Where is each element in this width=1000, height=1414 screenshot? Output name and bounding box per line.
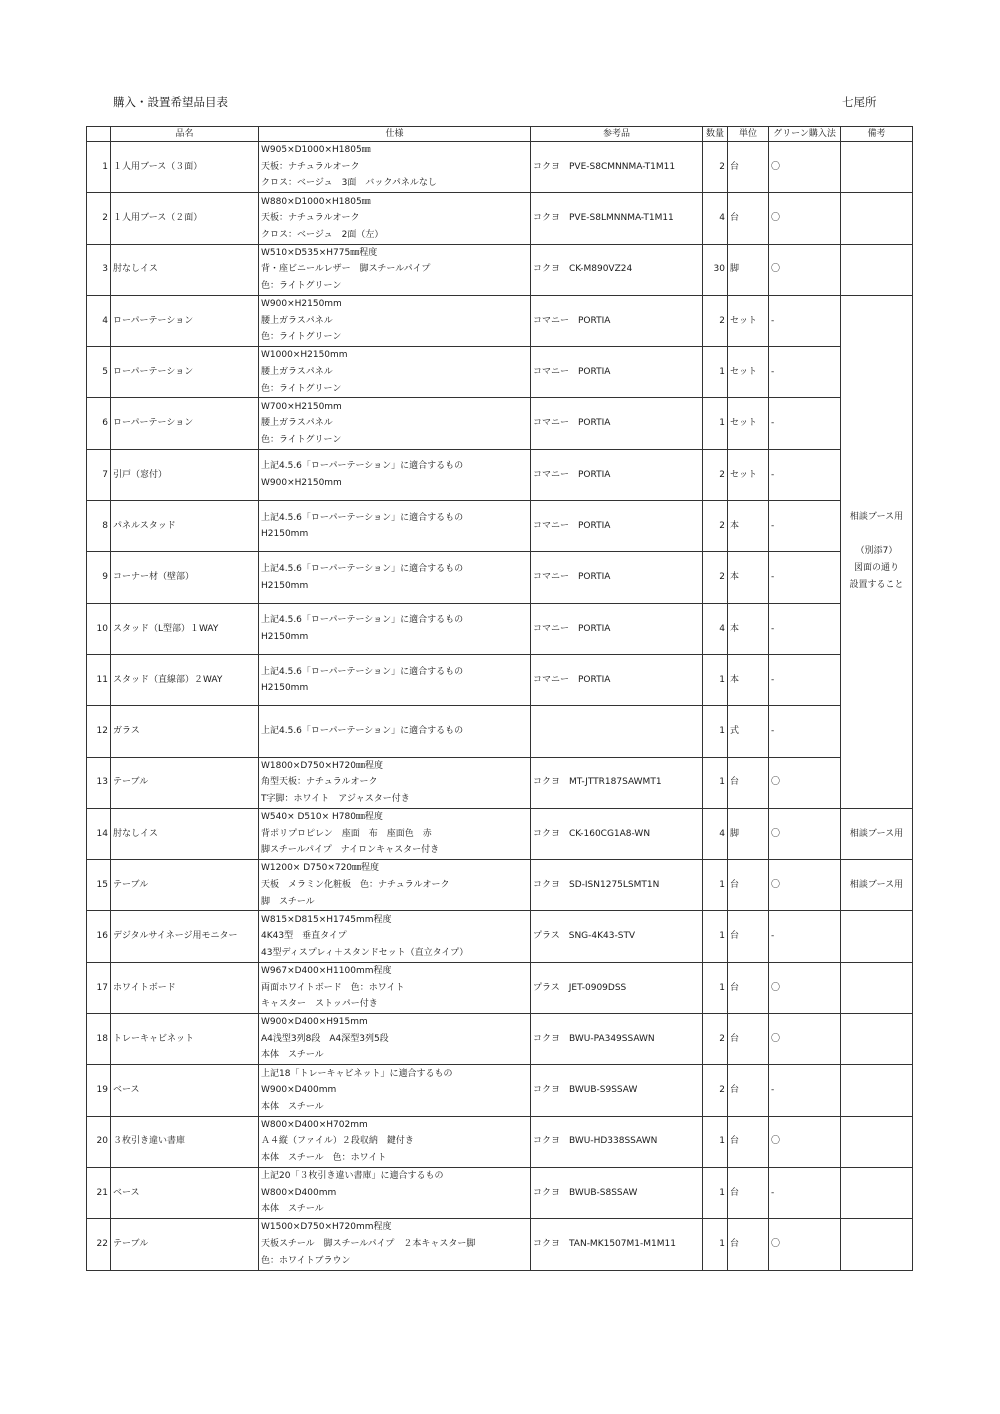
table-row (87, 706, 913, 757)
header-name: 品名 (111, 127, 259, 142)
table-row (87, 193, 913, 244)
green-purchase-mark: - (769, 603, 841, 654)
row-number: 15 (87, 860, 111, 911)
item-name: ローパーテーション (111, 347, 259, 398)
header-note: 備考 (841, 127, 913, 142)
green-purchase-mark: - (769, 911, 841, 962)
spec-line: 腰上ガラスパネル (261, 367, 333, 378)
green-purchase-mark: - (769, 347, 841, 398)
spec-line: W900×D400×H915mm (261, 1017, 368, 1028)
spec-line: W900×D400mm (261, 1085, 337, 1096)
item-quantity: 30 (703, 244, 728, 295)
spec-line: W905×D1000×H1805㎜ (261, 145, 371, 156)
item-spec (259, 552, 531, 603)
header-green: グリーン購入法 (769, 127, 841, 142)
spec-line: W815×D815×H1745mm程度 (261, 914, 392, 925)
item-unit: セット (728, 398, 769, 449)
item-reference: コマニー PORTIA (531, 603, 703, 654)
item-note (841, 962, 913, 1013)
table-row (87, 501, 913, 552)
item-reference (531, 706, 703, 757)
spec-line: 背ポリプロピレン 座面 布 座面色 赤 (261, 828, 432, 839)
item-unit: 台 (728, 193, 769, 244)
item-quantity: 1 (703, 1167, 728, 1218)
merged-note-line: 相談ブース用 (849, 512, 904, 523)
header-unit: 単位 (728, 127, 769, 142)
item-note (841, 1167, 913, 1218)
item-quantity: 1 (703, 347, 728, 398)
spec-line: W540× D510× H780㎜程度 (261, 812, 383, 823)
spec-line: クロス：ベージュ 3面 バックパネルなし (261, 178, 437, 189)
spec-line: 上記4.5.6「ローパーテーション」に適合するもの (261, 726, 464, 737)
item-reference: コクヨ PVE-S8LMNNMA-T1M11 (531, 193, 703, 244)
row-number: 5 (87, 347, 111, 398)
item-unit: 本 (728, 603, 769, 654)
row-number: 16 (87, 911, 111, 962)
item-unit: 台 (728, 911, 769, 962)
item-reference: コクヨ CK-M890VZ24 (531, 244, 703, 295)
item-note (841, 1219, 913, 1270)
item-spec (259, 1065, 531, 1116)
green-purchase-mark: 〇 (769, 962, 841, 1013)
item-quantity: 1 (703, 1219, 728, 1270)
spec-line: A4浅型3列8段 A4深型3列5段 (261, 1033, 389, 1044)
green-purchase-mark: 〇 (769, 193, 841, 244)
spec-line: 4K43型 垂直タイプ (261, 931, 347, 942)
item-name: パネルスタッド (111, 501, 259, 552)
row-number: 12 (87, 706, 111, 757)
item-spec (259, 193, 531, 244)
item-unit: 台 (728, 757, 769, 808)
spec-line: W510×D535×H775㎜程度 (261, 247, 378, 258)
item-spec (259, 398, 531, 449)
green-purchase-mark: 〇 (769, 860, 841, 911)
item-quantity: 2 (703, 501, 728, 552)
item-spec (259, 860, 531, 911)
green-purchase-mark: 〇 (769, 1014, 841, 1065)
item-unit: 式 (728, 706, 769, 757)
item-reference: プラス SNG-4K43-STV (531, 911, 703, 962)
spec-line: W900×H2150mm (261, 299, 342, 310)
spec-line: Ａ４縦（ファイル）２段収納 鍵付き (261, 1136, 414, 1147)
item-unit: 台 (728, 962, 769, 1013)
row-number: 21 (87, 1167, 111, 1218)
item-note (841, 193, 913, 244)
item-name: テーブル (111, 1219, 259, 1270)
item-table (86, 126, 913, 1271)
row-number: 17 (87, 962, 111, 1013)
table-row (87, 962, 913, 1013)
item-quantity: 1 (703, 757, 728, 808)
table-row (87, 1014, 913, 1065)
item-unit: 本 (728, 654, 769, 705)
spec-line: 上記4.5.6「ローパーテーション」に適合するもの (261, 666, 464, 677)
item-name: １人用ブース（２面） (111, 193, 259, 244)
item-unit: 脚 (728, 808, 769, 859)
header-qty: 数量 (703, 127, 728, 142)
row-number: 13 (87, 757, 111, 808)
item-unit: 本 (728, 552, 769, 603)
spec-line: 上記4.5.6「ローパーテーション」に適合するもの (261, 512, 464, 523)
item-spec (259, 757, 531, 808)
row-number: 10 (87, 603, 111, 654)
spec-line: クロス：ベージュ 2面（左） (261, 229, 384, 240)
item-quantity: 1 (703, 398, 728, 449)
merged-note-line: 図面の通り (853, 563, 899, 574)
table-row (87, 552, 913, 603)
green-purchase-mark: 〇 (769, 142, 841, 193)
green-purchase-mark: - (769, 295, 841, 346)
item-name: コーナー材（壁部） (111, 552, 259, 603)
item-spec (259, 449, 531, 500)
spec-line: 背・座ビニールレザー 脚スチールパイプ (261, 264, 431, 275)
item-spec (259, 501, 531, 552)
item-spec (259, 1014, 531, 1065)
item-spec (259, 962, 531, 1013)
green-purchase-mark: - (769, 706, 841, 757)
item-name: ベース (111, 1065, 259, 1116)
item-unit: セット (728, 295, 769, 346)
item-note (841, 142, 913, 193)
green-purchase-mark: 〇 (769, 757, 841, 808)
spec-line: 色：ライトグリーン (261, 383, 342, 394)
spec-line: 色：ライトグリーン (261, 281, 342, 292)
table-row (87, 1167, 913, 1218)
item-spec (259, 142, 531, 193)
item-spec (259, 706, 531, 757)
spec-line: 色：ホワイトブラウン (261, 1255, 351, 1266)
table-row (87, 603, 913, 654)
spec-line: W1000×H2150mm (261, 350, 348, 361)
item-reference: コクヨ MT-JTTR187SAWMT1 (531, 757, 703, 808)
spec-line: W700×H2150mm (261, 401, 342, 412)
item-unit: セット (728, 449, 769, 500)
item-unit: 台 (728, 1167, 769, 1218)
spec-line: キャスター ストッパー付き (261, 999, 378, 1010)
item-reference: コマニー PORTIA (531, 501, 703, 552)
item-name: トレーキャビネット (111, 1014, 259, 1065)
spec-line: W900×H2150mm (261, 477, 342, 488)
spec-line: 色：ライトグリーン (261, 332, 342, 343)
spec-line: 脚 スチール (261, 896, 315, 907)
row-number: 18 (87, 1014, 111, 1065)
green-purchase-mark: - (769, 654, 841, 705)
item-unit: セット (728, 347, 769, 398)
spec-line: 本体 スチール (261, 1050, 324, 1061)
item-note (841, 1116, 913, 1167)
green-purchase-mark: - (769, 501, 841, 552)
merged-note-line: 設置すること (849, 580, 904, 591)
item-unit: 台 (728, 1219, 769, 1270)
table-row (87, 860, 913, 911)
item-unit: 台 (728, 860, 769, 911)
row-number: 14 (87, 808, 111, 859)
spec-line: 角型天板：ナチュラルオーク (261, 777, 378, 788)
item-name: ローパーテーション (111, 398, 259, 449)
item-spec (259, 603, 531, 654)
spec-line: 43型ディスプレィ＋スタンドセット（直立タイプ） (261, 947, 469, 958)
table-row (87, 808, 913, 859)
row-number: 22 (87, 1219, 111, 1270)
item-name: テーブル (111, 860, 259, 911)
table-row (87, 398, 913, 449)
spec-line: 本体 スチール (261, 1204, 324, 1215)
item-spec (259, 1219, 531, 1270)
item-unit: 台 (728, 142, 769, 193)
item-quantity: 1 (703, 654, 728, 705)
spec-line: W800×D400×H702mm (261, 1119, 368, 1130)
table-row (87, 347, 913, 398)
office-name: 七尾所 (842, 95, 877, 109)
item-note (841, 1065, 913, 1116)
item-quantity: 2 (703, 295, 728, 346)
green-purchase-mark: 〇 (769, 808, 841, 859)
spec-line: 色：ライトグリーン (261, 434, 342, 445)
merged-note-line: （別添7） (855, 546, 898, 557)
spec-line: W1800×D750×H720㎜程度 (261, 760, 383, 771)
table-row (87, 1219, 913, 1270)
item-quantity: 1 (703, 962, 728, 1013)
table-row (87, 1116, 913, 1167)
item-reference: コマニー PORTIA (531, 654, 703, 705)
item-reference: プラス JET-0909DSS (531, 962, 703, 1013)
item-unit: 台 (728, 1014, 769, 1065)
item-unit: 台 (728, 1116, 769, 1167)
spec-line: 天板 メラミン化粧板 色：ナチュラルオーク (261, 880, 450, 890)
table-row (87, 449, 913, 500)
green-purchase-mark: - (769, 398, 841, 449)
item-name: ベース (111, 1167, 259, 1218)
spec-line: 天板：ナチュラルオーク (261, 213, 360, 224)
item-quantity: 4 (703, 193, 728, 244)
item-spec (259, 808, 531, 859)
item-reference: コクヨ BWUB-S8SSAW (531, 1167, 703, 1218)
green-purchase-mark: - (769, 449, 841, 500)
spec-line: 天板スチール 脚スチールパイプ ２本キャスター脚 (261, 1239, 476, 1250)
item-note (841, 244, 913, 295)
row-number: 7 (87, 449, 111, 500)
document-title: 購入・設置希望品目表 (113, 95, 228, 109)
header-row (87, 127, 913, 142)
spec-line: H2150mm (261, 631, 309, 642)
item-reference: コクヨ PVE-S8CMNNMA-T1M11 (531, 142, 703, 193)
row-number: 8 (87, 501, 111, 552)
spec-line: 上記4.5.6「ローパーテーション」に適合するもの (261, 461, 464, 472)
spec-line: W967×D400×H1100mm程度 (261, 966, 392, 976)
item-reference: コマニー PORTIA (531, 552, 703, 603)
item-unit: 本 (728, 501, 769, 552)
row-number: 6 (87, 398, 111, 449)
row-number: 4 (87, 295, 111, 346)
spec-line: 脚スチールパイプ ナイロンキャスター付き (261, 845, 440, 856)
item-quantity: 2 (703, 449, 728, 500)
table-row (87, 911, 913, 962)
spec-line: W1200× D750×720㎜程度 (261, 863, 380, 874)
spec-line: 腰上ガラスパネル (261, 315, 333, 326)
item-spec (259, 1167, 531, 1218)
item-spec (259, 911, 531, 962)
merged-note-line (843, 526, 910, 543)
spec-line: H2150mm (261, 683, 309, 694)
item-quantity: 1 (703, 911, 728, 962)
item-name: 肘なしイス (111, 808, 259, 859)
item-name: スタッド（直線部）２WAY (111, 654, 259, 705)
item-name: スタッド（L型部）１WAY (111, 603, 259, 654)
item-name: ローパーテーション (111, 295, 259, 346)
item-reference: コクヨ TAN-MK1507M1-M1M11 (531, 1219, 703, 1270)
green-purchase-mark: - (769, 1065, 841, 1116)
item-reference: コクヨ BWUB-S9SSAW (531, 1065, 703, 1116)
row-number: 3 (87, 244, 111, 295)
row-number: 20 (87, 1116, 111, 1167)
row-number: 1 (87, 142, 111, 193)
spec-line: W800×D400mm (261, 1187, 337, 1198)
item-note: 相談ブース用 (841, 808, 913, 859)
green-purchase-mark: - (769, 552, 841, 603)
item-quantity: 2 (703, 1014, 728, 1065)
spec-line: 上記4.5.6「ローパーテーション」に適合するもの (261, 615, 464, 626)
item-name: 肘なしイス (111, 244, 259, 295)
item-quantity: 4 (703, 603, 728, 654)
item-spec (259, 654, 531, 705)
spec-line: 上記18「トレーキャビネット」に適合するもの (261, 1068, 453, 1079)
item-note (841, 1014, 913, 1065)
table-row (87, 1065, 913, 1116)
item-reference: コクヨ BWU-PA349SSAWN (531, 1014, 703, 1065)
item-spec (259, 244, 531, 295)
item-name: ３枚引き違い書庫 (111, 1116, 259, 1167)
item-spec (259, 1116, 531, 1167)
item-name: 引戸（窓付） (111, 449, 259, 500)
item-unit: 台 (728, 1065, 769, 1116)
item-reference: コクヨ CK-160CG1A8-WN (531, 808, 703, 859)
item-quantity: 2 (703, 552, 728, 603)
spec-line: T字脚：ホワイト アジャスター付き (261, 794, 410, 804)
spec-line: 上記4.5.6「ローパーテーション」に適合するもの (261, 563, 464, 574)
item-name: ガラス (111, 706, 259, 757)
table-row (87, 757, 913, 808)
green-purchase-mark: 〇 (769, 1219, 841, 1270)
item-reference: コクヨ SD-ISN1275LSMT1N (531, 860, 703, 911)
item-note (841, 911, 913, 962)
green-purchase-mark: 〇 (769, 244, 841, 295)
row-number: 19 (87, 1065, 111, 1116)
item-quantity: 1 (703, 706, 728, 757)
spec-line: 上記20「３枚引き違い書庫」に適合するもの (261, 1171, 444, 1182)
table-row (87, 295, 913, 346)
header-no (87, 127, 111, 142)
green-purchase-mark: - (769, 1167, 841, 1218)
spec-line: W880×D1000×H1805㎜ (261, 196, 371, 207)
spec-line: 天板：ナチュラルオーク (261, 161, 360, 172)
item-quantity: 2 (703, 142, 728, 193)
item-reference: コマニー PORTIA (531, 347, 703, 398)
spec-line: 腰上ガラスパネル (261, 418, 333, 429)
spec-line: 両面ホワイトボード 色：ホワイト (261, 982, 405, 993)
item-quantity: 1 (703, 860, 728, 911)
item-quantity: 2 (703, 1065, 728, 1116)
item-spec (259, 347, 531, 398)
merged-note (841, 295, 913, 808)
spec-line: 本体 スチール 色：ホワイト (261, 1153, 387, 1164)
item-name: テーブル (111, 757, 259, 808)
item-note: 相談ブース用 (841, 860, 913, 911)
spec-line: W1500×D750×H720mm程度 (261, 1222, 392, 1233)
item-spec (259, 295, 531, 346)
item-reference: コマニー PORTIA (531, 449, 703, 500)
green-purchase-mark: 〇 (769, 1116, 841, 1167)
spec-line: H2150mm (261, 529, 309, 540)
item-quantity: 1 (703, 1116, 728, 1167)
table-row (87, 654, 913, 705)
spec-line: 本体 スチール (261, 1101, 324, 1112)
row-number: 2 (87, 193, 111, 244)
table-row (87, 142, 913, 193)
item-quantity: 4 (703, 808, 728, 859)
item-reference: コマニー PORTIA (531, 398, 703, 449)
header-ref: 参考品 (531, 127, 703, 142)
row-number: 9 (87, 552, 111, 603)
table-row (87, 244, 913, 295)
item-reference: コマニー PORTIA (531, 295, 703, 346)
row-number: 11 (87, 654, 111, 705)
item-reference: コクヨ BWU-HD338SSAWN (531, 1116, 703, 1167)
header-spec: 仕様 (259, 127, 531, 142)
item-name: デジタルサイネージ用モニター (111, 911, 259, 962)
item-unit: 脚 (728, 244, 769, 295)
item-name: １人用ブース（３面） (111, 142, 259, 193)
item-name: ホワイトボード (111, 962, 259, 1013)
spec-line: H2150mm (261, 580, 309, 591)
